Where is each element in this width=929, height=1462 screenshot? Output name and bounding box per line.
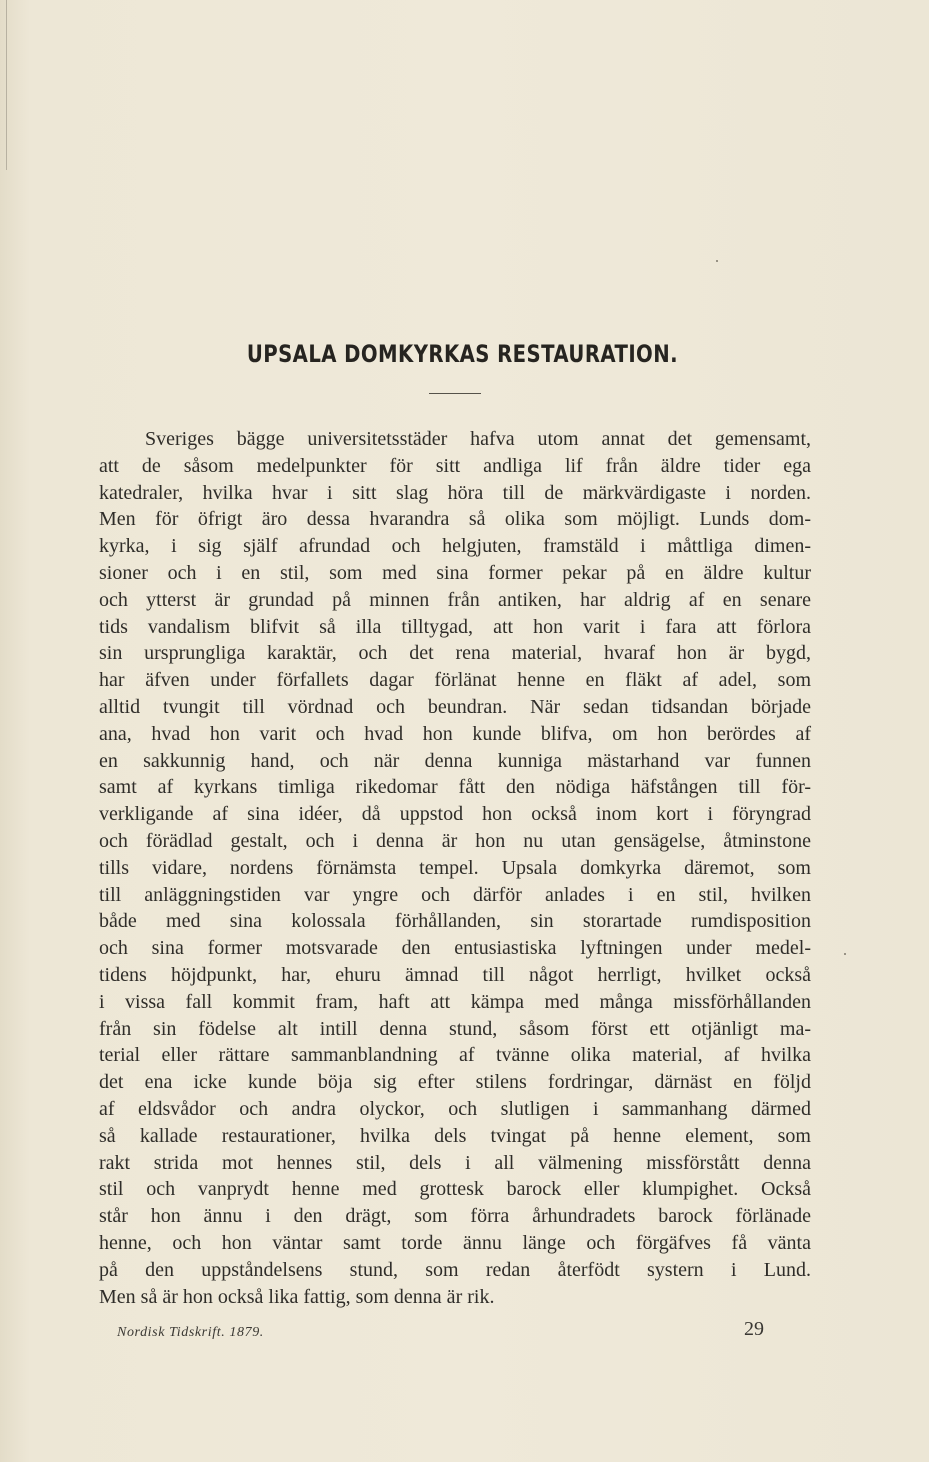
- text-line: till anläggningstiden var yngre och därför anlades i en stil, hvilken: [99, 883, 811, 906]
- article-body: [99, 426, 811, 1310]
- journal-footer: Nordisk Tidskrift. 1879.: [117, 1325, 264, 1340]
- text-line: Sveriges bägge universitetsstäder hafva utom annat det gemensamt,: [145, 428, 811, 450]
- text-line: tidens höjdpunkt, har, ehuru ämnad till något herrligt, hvilket också: [99, 963, 811, 986]
- text-line: alltid tvungit till vördnad och beundran. När sedan tidsandan började: [99, 695, 811, 718]
- text-line: både med sina kolossala förhållanden, sin storartade rumdisposition: [99, 910, 811, 933]
- text-line: har äfven under förfallets dagar förlänat henne en fläkt af adel, som: [99, 669, 811, 692]
- text-line: ana, hvad hon varit och hvad hon kunde blifva, om hon berördes af: [99, 722, 811, 745]
- text-line: det ena icke kunde böja sig efter stilens fordringar, därnäst en följd: [99, 1071, 811, 1094]
- text-line: verkligande af sina idéer, då uppstod hon också inom kort i föryngrad: [99, 803, 811, 826]
- text-line: kyrka, i sig själf afrundad och helgjuten, framstäld i måttliga dimen-: [99, 535, 811, 558]
- text-line: tills vidare, nordens förnämsta tempel. Upsala domkyrka däremot, som: [99, 856, 811, 879]
- title-divider: [429, 393, 481, 394]
- text-line: terial eller rättare sammanblandning af tvänne olika material, af hvilka: [99, 1044, 811, 1067]
- text-line: sioner och i en stil, som med sina former pekar på en äldre kultur: [99, 561, 811, 584]
- text-line: från sin födelse alt intill denna stund, såsom först ett otjänligt ma-: [99, 1017, 811, 1040]
- text-line: af eldsvådor och andra olyckor, och slutligen i sammanhang därmed: [99, 1097, 811, 1120]
- paper-speck: [844, 953, 846, 955]
- text-line: tids vandalism blifvit så illa tilltygad, att hon varit i fara att förlora: [99, 615, 811, 638]
- article-title: UPSALA DOMKYRKAS RESTAURATION.: [246, 340, 678, 368]
- page-number: 29: [744, 1318, 764, 1340]
- text-line: rakt strida mot hennes stil, dels i all välmening missförstått denna: [99, 1151, 811, 1174]
- text-line: Men för öfrigt äro dessa hvarandra så olika som möjligt. Lunds dom-: [99, 508, 811, 531]
- text-line: och ytterst är grundad på minnen från antiken, har aldrig af en senare: [99, 588, 811, 611]
- text-line: en sakkunnig hand, och när denna kunniga mästarhand var funnen: [99, 749, 811, 772]
- text-line: och förädlad gestalt, och i denna är hon nu utan gensägelse, åtminstone: [99, 829, 811, 852]
- paper-speck: [716, 260, 718, 262]
- text-line: henne, och hon väntar samt torde ännu länge och förgäfves få vänta: [99, 1231, 811, 1254]
- text-line: att de såsom medelpunkter för sitt andliga lif från äldre tider ega: [99, 454, 811, 477]
- text-line: stil och vanprydt henne med grottesk barock eller klumpighet. Också: [99, 1178, 811, 1201]
- text-line: sin ursprungliga karaktär, och det rena material, hvaraf hon är bygd,: [99, 642, 811, 665]
- text-line: samt af kyrkans timliga rikedomar fått den nödiga häfstången till för-: [99, 776, 811, 799]
- text-line: på den uppståndelsens stund, som redan återfödt systern i Lund.: [99, 1258, 811, 1281]
- page-edge-line: [6, 0, 7, 170]
- text-line: och sina former motsvarade den entusiastiska lyftningen under medel-: [99, 937, 811, 960]
- text-line: katedraler, hvilka hvar i sitt slag höra till de märkvärdigaste i norden.: [99, 481, 811, 504]
- text-line: Men så är hon också lika fattig, som denna är rik.: [99, 1285, 495, 1308]
- text-line: står hon ännu i den drägt, som förra århundradets barock förlänade: [99, 1205, 811, 1228]
- text-line: så kallade restaurationer, hvilka dels tvingat på henne element, som: [99, 1124, 811, 1147]
- text-line: i vissa fall kommit fram, haft att kämpa med många missförhållanden: [99, 990, 811, 1013]
